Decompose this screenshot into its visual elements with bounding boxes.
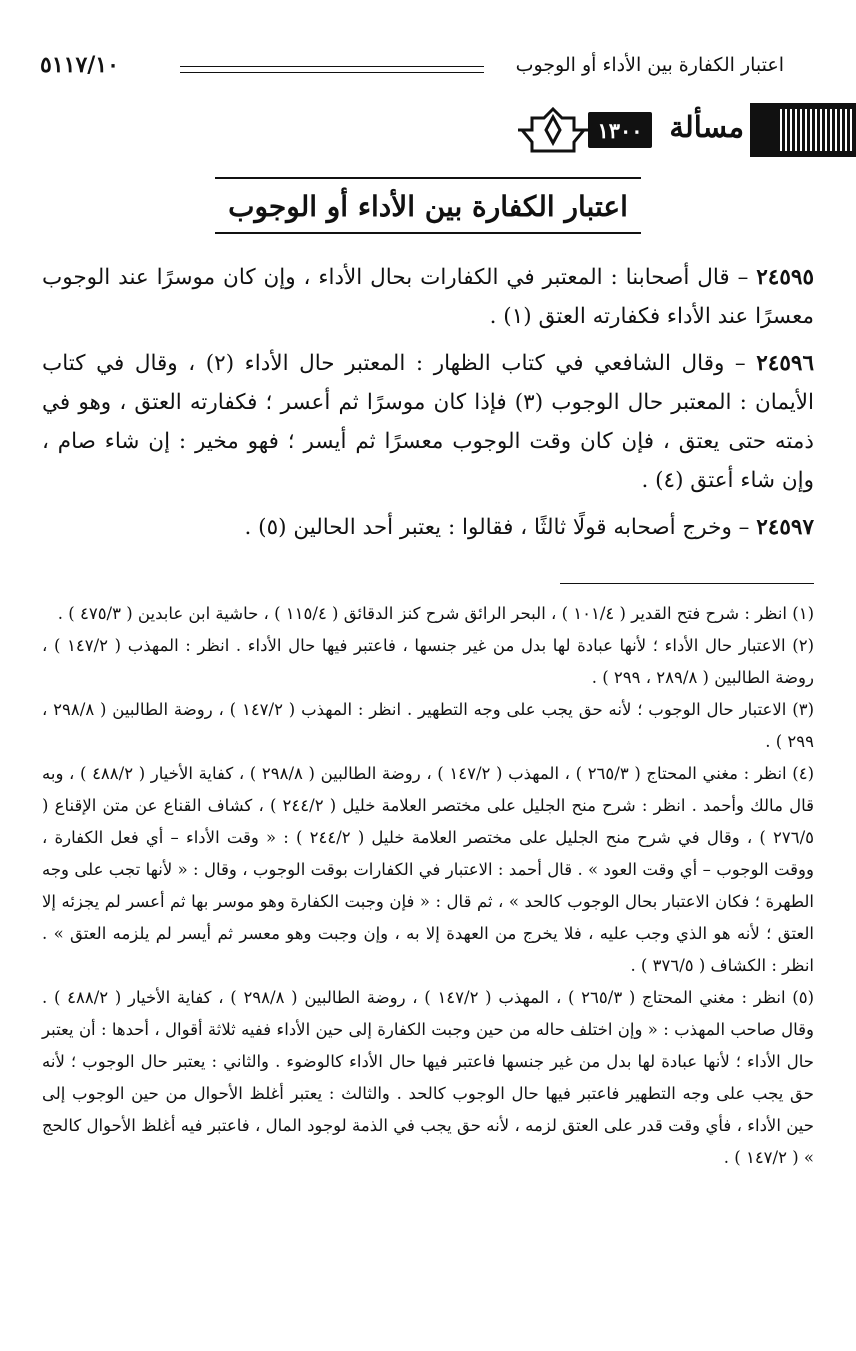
star-ornament-icon [516,105,590,155]
footnote: (٣) الاعتبار حال الوجوب ؛ لأنه حق يجب على وجه التطهير . انظر : المهذب ( ١٤٧/٢ ) ، روضة الطالبين ( ٢٩٨/٨ ، ٢٩٩ ) . [42,700,814,751]
issue-label: مسألة [669,110,744,144]
issue-number: ١٣٠٠ [588,112,652,148]
footnotes [42,598,814,1174]
footnote: (٥) انظر : مغني المحتاج ( ٢٦٥/٣ ) ، المهذب ( ١٤٧/٢ ) ، روضة الطالبين ( ٢٩٨/٨ ) ، كفاية الأخيار ( ٤٨٨/٢ ) . وقال صاحب المهذب : « وإن اختلف حاله من حين وجبت الكفارة إلى حين الأداء ففيه ثلاثة أقوال ، أحدها : أن يعتبر حال الأداء ؛ لأنها عبادة لها بدل من غير جنسها فاعتبر فيها حال الأداء كالوضوء . والثاني : يعتبر حال الوجوب ؛ لأنه حق يجب على وجه التطهير فاعتبر فيها حال الوجوب كالحد . والثالث : يعتبر أغلظ الأحوال من حين الوجوب إلى حين الأداء ، فأي وقت قدر على العتق لزمه ، لأنه حق يجب في الذمة لوجود المال ، فاعتبر فيه أغلظ الأحوال كالحج » ( ١٤٧/٢ ) . [42,988,815,1167]
running-header [40,52,784,88]
footnote: (١) انظر : شرح فتح القدير ( ١٠١/٤ ) ، البحر الرائق شرح كنز الدقائق ( ١١٥/٤ ) ، حاشية ابن عابدين ( ٤٧٥/٣ ) . [57,604,814,623]
paragraph [42,258,814,336]
banner-stripes [780,109,856,151]
paragraph-number: ٢٤٥٩٥ [756,265,814,290]
main-text [42,258,814,555]
page-folio: ٥١١٧/١٠ [40,52,119,78]
issue-banner [516,103,856,157]
paragraph-text: – قال أصحابنا : المعتبر في الكفارات بحال الأداء ، وإن كان موسرًا عند الوجوب معسرًا عند الأداء فكفارته العتق (١) . [42,265,814,329]
title-bottom-rule [215,232,641,234]
footnote: (٢) الاعتبار حال الأداء ؛ لأنها عبادة لها بدل من غير جنسها ، فاعتبر فيها حال الأداء . انظر : المهذب ( ١٤٧/٢ ) ، روضة الطالبين ( ٢٨٩/٨ ، ٢٩٩ ) . [42,636,814,687]
banner-bar [750,103,856,157]
paragraph-text: – وخرج أصحابه قولًا ثالثًا ، فقالوا : يعتبر أحد الحالين (٥) . [244,515,757,540]
paragraph [42,344,814,500]
paragraph-number: ٢٤٥٩٦ [756,351,814,376]
footnote: (٤) انظر : مغني المحتاج ( ٢٦٥/٣ ) ، المهذب ( ١٤٧/٢ ) ، روضة الطالبين ( ٢٩٨/٨ ) ، كفاية الأخيار ( ٤٨٨/٢ ) ، وبه قال مالك وأحمد . انظر : شرح منح الجليل على مختصر العلامة خليل ( ٢٤٤/٢ ) ، كشاف القناع عن متن الإقناع ( ٢٧٦/٥ ) ، وقال في شرح منح الجليل على مختصر العلامة خليل ( ٢٤٤/٢ ) : « وقت الأداء – أي فعل الكفارة ، ووقت الوجوب – أي وقت العود » . قال أحمد : الاعتبار في الكفارات بوقت الوجوب ، وقال : « لأنها تجب على وجه الطهرة ؛ فكان الاعتبار بحال الوجوب كالحد » ، ثم قال : « فإن وجبت الكفارة وهو موسر بها ثم أعسر لم يجزئه إلا العتق ؛ لأنه هو الذي وجب عليه ، فلا يخرج من العهدة إلا به ، وإن وجبت وهو معسر ثم أيسر لم يلزمه العتق » . انظر : الكشاف ( ٣٧٦/٥ ) . [42,764,815,975]
section-title: اعتبار الكفارة بين الأداء أو الوجوب [228,190,628,223]
paragraph-text: – وقال الشافعي في كتاب الظهار : المعتبر حال الأداء (٢) ، وقال في كتاب الأيمان : المعتبر حال الوجوب (٣) فإذا كان موسرًا ثم أعسر ؛ فكفارته العتق ، وهو في ذمته حتى يعتق ، فإن كان وقت الوجوب معسرًا ثم أيسر ؛ فهو مخير : إن شاء صام ، وإن شاء أعتق (٤) . [42,351,814,493]
title-top-rule [215,177,641,179]
running-header-title: اعتبار الكفارة بين الأداء أو الوجوب [515,54,784,76]
footnote-separator [560,583,814,584]
running-header-rule [180,66,484,73]
paragraph [42,508,814,547]
paragraph-number: ٢٤٥٩٧ [756,515,814,540]
